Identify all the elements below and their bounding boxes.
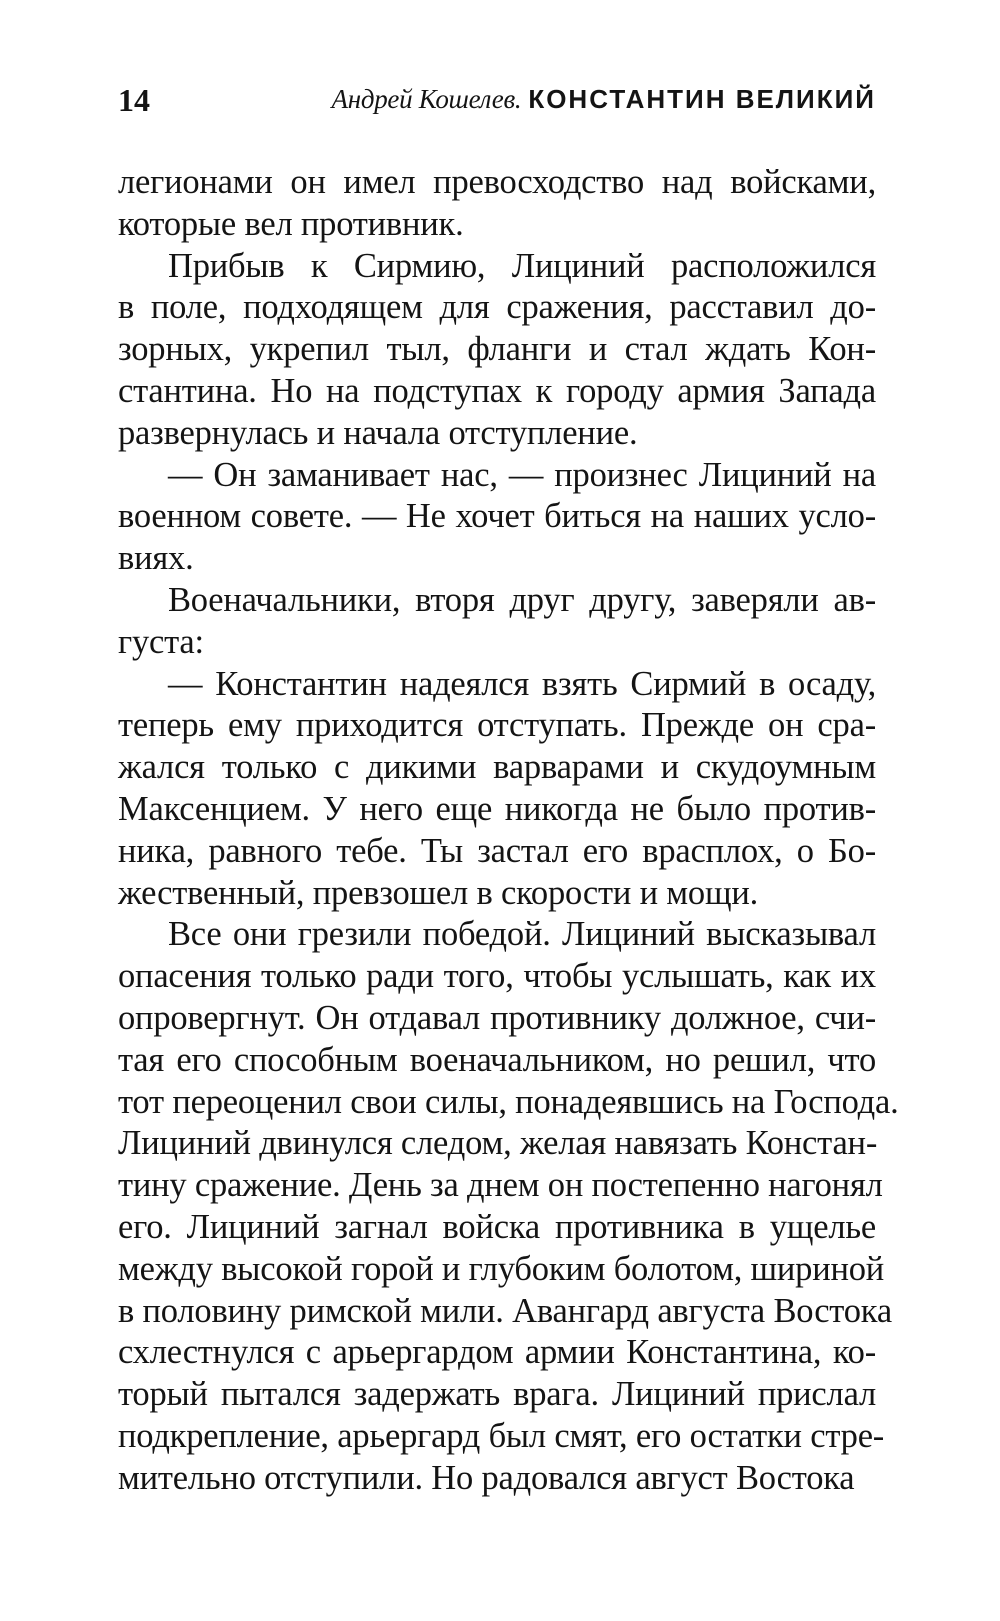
body-text [118, 162, 899, 1500]
running-head-title: КОНСТАНТИН ВЕЛИКИЙ [528, 84, 876, 114]
text-line: опровергнут. Он отдавал противнику должное, счи- [118, 998, 876, 1037]
text-line: подкрепление, арьергард был смят, его остатки стре- [118, 1416, 885, 1455]
paragraph [118, 580, 876, 664]
text-line: Максенцием. У него еще никогда не было против- [118, 789, 876, 828]
paragraph [118, 246, 876, 455]
text-line: Прибыв к Сирмию, Лициний расположился [168, 246, 876, 285]
text-line: виях. [118, 539, 194, 578]
text-line: которые вел противник. [118, 204, 464, 243]
text-line: Лициний двинулся следом, желая навязать Констан- [118, 1124, 878, 1163]
text-line: жался только с дикими варварами и скудоумным [118, 748, 876, 787]
text-line: торый пытался задержать врага. Лициний прислал [118, 1375, 876, 1414]
text-line: Все они грезили победой. Лициний высказывал [168, 915, 876, 954]
running-head [332, 84, 876, 116]
text-line: — Он заманивает нас, — произнес Лициний на [168, 455, 876, 494]
page-header [118, 82, 876, 122]
book-page [118, 82, 899, 1500]
running-head-author: Андрей Кошелев. [331, 84, 522, 114]
text-line: схлестнулся с арьергардом армии Константина, ко- [118, 1333, 876, 1372]
paragraph [118, 162, 876, 246]
text-line: жественный, превзошел в скорости и мощи. [118, 873, 759, 912]
text-line: между высокой горой и глубоким болотом, шириной [118, 1249, 885, 1288]
text-line: ника, равного тебе. Ты застал его врасплох, о Бо- [118, 831, 876, 870]
text-line: Военачальники, вторя друг другу, заверяли ав- [168, 580, 876, 619]
paragraph [118, 664, 876, 915]
text-line: легионами он имел превосходство над войсками, [118, 163, 876, 201]
page-number: 14 [118, 82, 150, 118]
text-line: в половину римской мили. Авангард августа Востока [118, 1291, 892, 1330]
text-line: тот переоценил свои силы, понадеявшись на Господа. [118, 1082, 899, 1121]
text-line: зорных, укрепил тыл, фланги и стал ждать Кон- [118, 330, 876, 369]
text-line: военном совете. — Не хочет биться на наших усло- [118, 497, 876, 536]
text-line: мительно отступили. Но радовался август Востока [118, 1458, 855, 1497]
text-line: тину сражение. День за днем он постепенно нагонял [118, 1166, 883, 1205]
text-line: — Константин надеялся взять Сирмий в осаду, [168, 664, 876, 703]
paragraph [118, 914, 899, 1499]
text-line: густа: [118, 622, 204, 661]
text-line: в поле, подходящем для сражения, расставил до- [118, 288, 876, 327]
paragraph [118, 455, 876, 580]
text-line: тая его способным военачальником, но решил, что [118, 1040, 876, 1079]
text-line: стантина. Но на подступах к городу армия Запада [118, 371, 876, 410]
text-line: теперь ему приходится отступать. Прежде он сра- [118, 706, 876, 745]
text-line: опасения только ради того, чтобы услышать, как их [118, 957, 876, 996]
text-line: его. Лициний загнал войска противника в ущелье [118, 1207, 876, 1246]
text-line: развернулась и начала отступление. [118, 413, 638, 452]
